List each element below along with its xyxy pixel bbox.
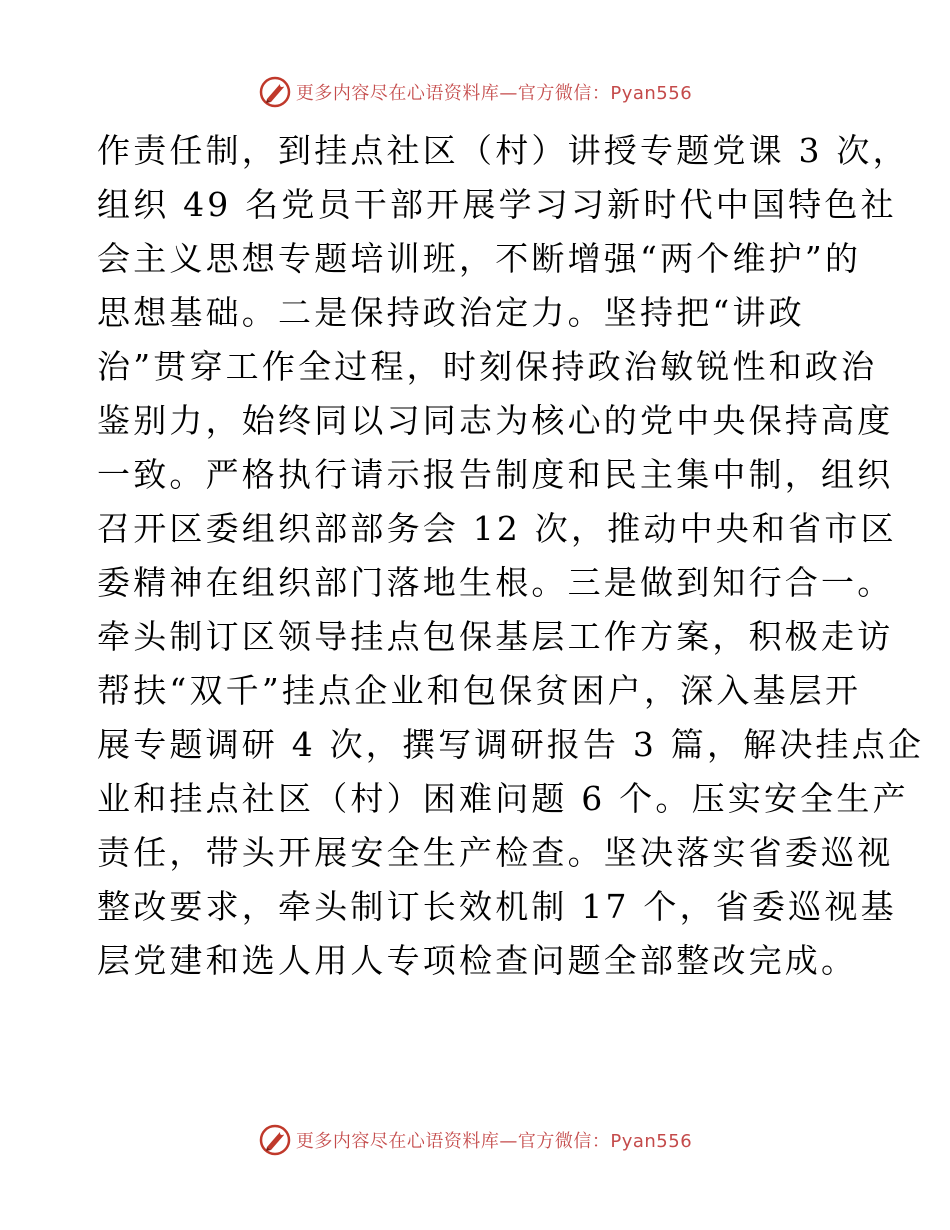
watermark-text: 更多内容尽在心语资料库—官方微信：Pyan556 [295, 1131, 693, 1152]
text-line: 展专题调研 4 次，撰写调研报告 3 篇，解决挂点企 [97, 725, 925, 764]
text-line: 召开区委组织部部务会 12 次，推动中央和省市区 [97, 509, 897, 548]
text-line: 治”贯穿工作全过程，时刻保持政治敏锐性和政治 [97, 347, 878, 386]
text-line: 层党建和选人用人专项检查问题全部整改完成。 [97, 941, 858, 980]
text-line: 整改要求，牵头制订长效机制 17 个，省委巡视基 [97, 887, 897, 926]
text-line: 作责任制，到挂点社区（村）讲授专题党课 3 次， [97, 131, 909, 170]
text-line: 思想基础。二是保持政治定力。坚持把“讲政 [97, 293, 805, 332]
document-body [97, 124, 925, 988]
text-line: 牵头制订区领导挂点包保基层工作方案，积极走访 [97, 617, 894, 656]
text-line: 组织 49 名党员干部开展学习习新时代中国特色社 [97, 185, 897, 224]
pen-logo-icon [258, 1123, 292, 1157]
pen-logo-icon [258, 75, 292, 109]
text-line: 鉴别力，始终同以习同志为核心的党中央保持高度 [97, 401, 894, 440]
footer-watermark [0, 1120, 950, 1160]
header-watermark [0, 72, 950, 112]
text-line: 委精神在组织部门落地生根。三是做到知行合一。 [97, 563, 894, 602]
text-line: 业和挂点社区（村）困难问题 6 个。压实安全生产 [97, 779, 909, 818]
text-line: 帮扶“双千”挂点企业和包保贫困户，深入基层开 [97, 671, 862, 710]
text-line: 责任，带头开展安全生产检查。坚决落实省委巡视 [97, 833, 894, 872]
text-line: 会主义思想专题培训班，不断增强“两个维护”的 [97, 239, 862, 278]
watermark-text: 更多内容尽在心语资料库—官方微信：Pyan556 [295, 83, 693, 104]
text-line: 一致。严格执行请示报告制度和民主集中制，组织 [97, 455, 894, 494]
